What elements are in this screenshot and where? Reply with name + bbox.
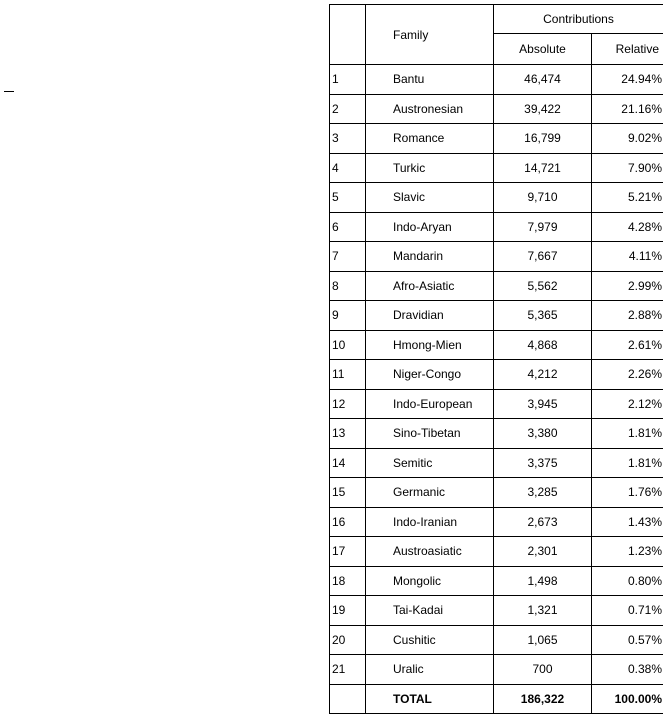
table-row (330, 242, 663, 272)
relative-cell: 2.88% (592, 301, 663, 331)
family-cell: Austronesian (366, 94, 494, 124)
total-relative: 100.00% (592, 684, 663, 714)
rank-cell: 17 (330, 537, 366, 567)
family-cell: Cushitic (366, 625, 494, 655)
family-cell: Turkic (366, 153, 494, 183)
family-cell: Austroasiatic (366, 537, 494, 567)
rank-cell: 16 (330, 507, 366, 537)
rank-cell: 2 (330, 94, 366, 124)
table-row (330, 360, 663, 390)
absolute-cell: 46,474 (494, 65, 592, 95)
rank-cell: 19 (330, 596, 366, 626)
absolute-cell: 5,562 (494, 271, 592, 301)
relative-cell: 2.61% (592, 330, 663, 360)
absolute-cell: 3,375 (494, 448, 592, 478)
table-row (330, 330, 663, 360)
rank-cell: 9 (330, 301, 366, 331)
relative-cell: 2.26% (592, 360, 663, 390)
absolute-cell: 3,285 (494, 478, 592, 508)
table-row (330, 124, 663, 154)
family-cell: Slavic (366, 183, 494, 213)
family-header: Family (366, 5, 494, 65)
relative-cell: 4.11% (592, 242, 663, 272)
contributions-table (329, 4, 663, 714)
table-row (330, 596, 663, 626)
family-cell: Tai-Kadai (366, 596, 494, 626)
absolute-cell: 4,212 (494, 360, 592, 390)
family-cell: Indo-Iranian (366, 507, 494, 537)
absolute-cell: 14,721 (494, 153, 592, 183)
relative-cell: 24.94% (592, 65, 663, 95)
absolute-cell: 1,498 (494, 566, 592, 596)
rank-cell: 3 (330, 124, 366, 154)
family-cell: Uralic (366, 655, 494, 685)
rank-cell: 14 (330, 448, 366, 478)
table-row (330, 419, 663, 449)
table-row (330, 271, 663, 301)
total-label: TOTAL (366, 684, 494, 714)
table-row (330, 478, 663, 508)
absolute-cell: 7,979 (494, 212, 592, 242)
table-row (330, 625, 663, 655)
absolute-cell: 700 (494, 655, 592, 685)
table-row (330, 537, 663, 567)
rank-cell: 11 (330, 360, 366, 390)
absolute-cell: 1,065 (494, 625, 592, 655)
rank-cell: 10 (330, 330, 366, 360)
table-row (330, 448, 663, 478)
table-row (330, 389, 663, 419)
rank-cell: 20 (330, 625, 366, 655)
relative-cell: 1.43% (592, 507, 663, 537)
relative-cell: 0.38% (592, 655, 663, 685)
total-rank-cell (330, 684, 366, 714)
family-cell: Afro-Asiatic (366, 271, 494, 301)
relative-cell: 0.80% (592, 566, 663, 596)
relative-cell: 2.12% (592, 389, 663, 419)
absolute-cell: 2,673 (494, 507, 592, 537)
table-row (330, 65, 663, 95)
rank-cell: 1 (330, 65, 366, 95)
table-row (330, 566, 663, 596)
relative-cell: 0.71% (592, 596, 663, 626)
absolute-cell: 1,321 (494, 596, 592, 626)
absolute-cell: 16,799 (494, 124, 592, 154)
family-cell: Romance (366, 124, 494, 154)
family-cell: Mongolic (366, 566, 494, 596)
relative-cell: 2.99% (592, 271, 663, 301)
rank-cell: 7 (330, 242, 366, 272)
total-absolute: 186,322 (494, 684, 592, 714)
absolute-cell: 39,422 (494, 94, 592, 124)
family-cell: Hmong-Mien (366, 330, 494, 360)
relative-cell: 9.02% (592, 124, 663, 154)
family-cell: Bantu (366, 65, 494, 95)
relative-cell: 1.76% (592, 478, 663, 508)
table-row (330, 655, 663, 685)
total-row (330, 684, 663, 714)
rank-cell: 13 (330, 419, 366, 449)
rank-cell: 4 (330, 153, 366, 183)
family-cell: Dravidian (366, 301, 494, 331)
absolute-cell: 4,868 (494, 330, 592, 360)
rank-cell: 15 (330, 478, 366, 508)
table-row (330, 507, 663, 537)
rank-cell: 6 (330, 212, 366, 242)
relative-cell: 0.57% (592, 625, 663, 655)
family-cell: Niger-Congo (366, 360, 494, 390)
rank-cell: 5 (330, 183, 366, 213)
absolute-cell: 3,945 (494, 389, 592, 419)
relative-cell: 7.90% (592, 153, 663, 183)
rank-cell: 21 (330, 655, 366, 685)
rank-cell: 8 (330, 271, 366, 301)
relative-cell: 1.81% (592, 419, 663, 449)
header-row-group (330, 5, 663, 34)
family-cell: Semitic (366, 448, 494, 478)
family-cell: Mandarin (366, 242, 494, 272)
family-cell: Indo-Aryan (366, 212, 494, 242)
relative-cell: 5.21% (592, 183, 663, 213)
absolute-cell: 7,667 (494, 242, 592, 272)
absolute-cell: 9,710 (494, 183, 592, 213)
table-row (330, 94, 663, 124)
rank-cell: 18 (330, 566, 366, 596)
absolute-cell: 2,301 (494, 537, 592, 567)
relative-cell: 21.16% (592, 94, 663, 124)
relative-cell: 4.28% (592, 212, 663, 242)
table-row (330, 153, 663, 183)
contributions-header: Contributions (494, 5, 663, 34)
relative-cell: 1.23% (592, 537, 663, 567)
table-row (330, 183, 663, 213)
absolute-cell: 5,365 (494, 301, 592, 331)
family-cell: Sino-Tibetan (366, 419, 494, 449)
table-row (330, 301, 663, 331)
family-cell: Germanic (366, 478, 494, 508)
family-cell: Indo-European (366, 389, 494, 419)
rank-header-cell (330, 5, 366, 65)
rank-cell: 12 (330, 389, 366, 419)
table-row (330, 212, 663, 242)
absolute-cell: 3,380 (494, 419, 592, 449)
relative-header: Relative (592, 34, 663, 65)
dash-mark (4, 91, 14, 92)
relative-cell: 1.81% (592, 448, 663, 478)
absolute-header: Absolute (494, 34, 592, 65)
